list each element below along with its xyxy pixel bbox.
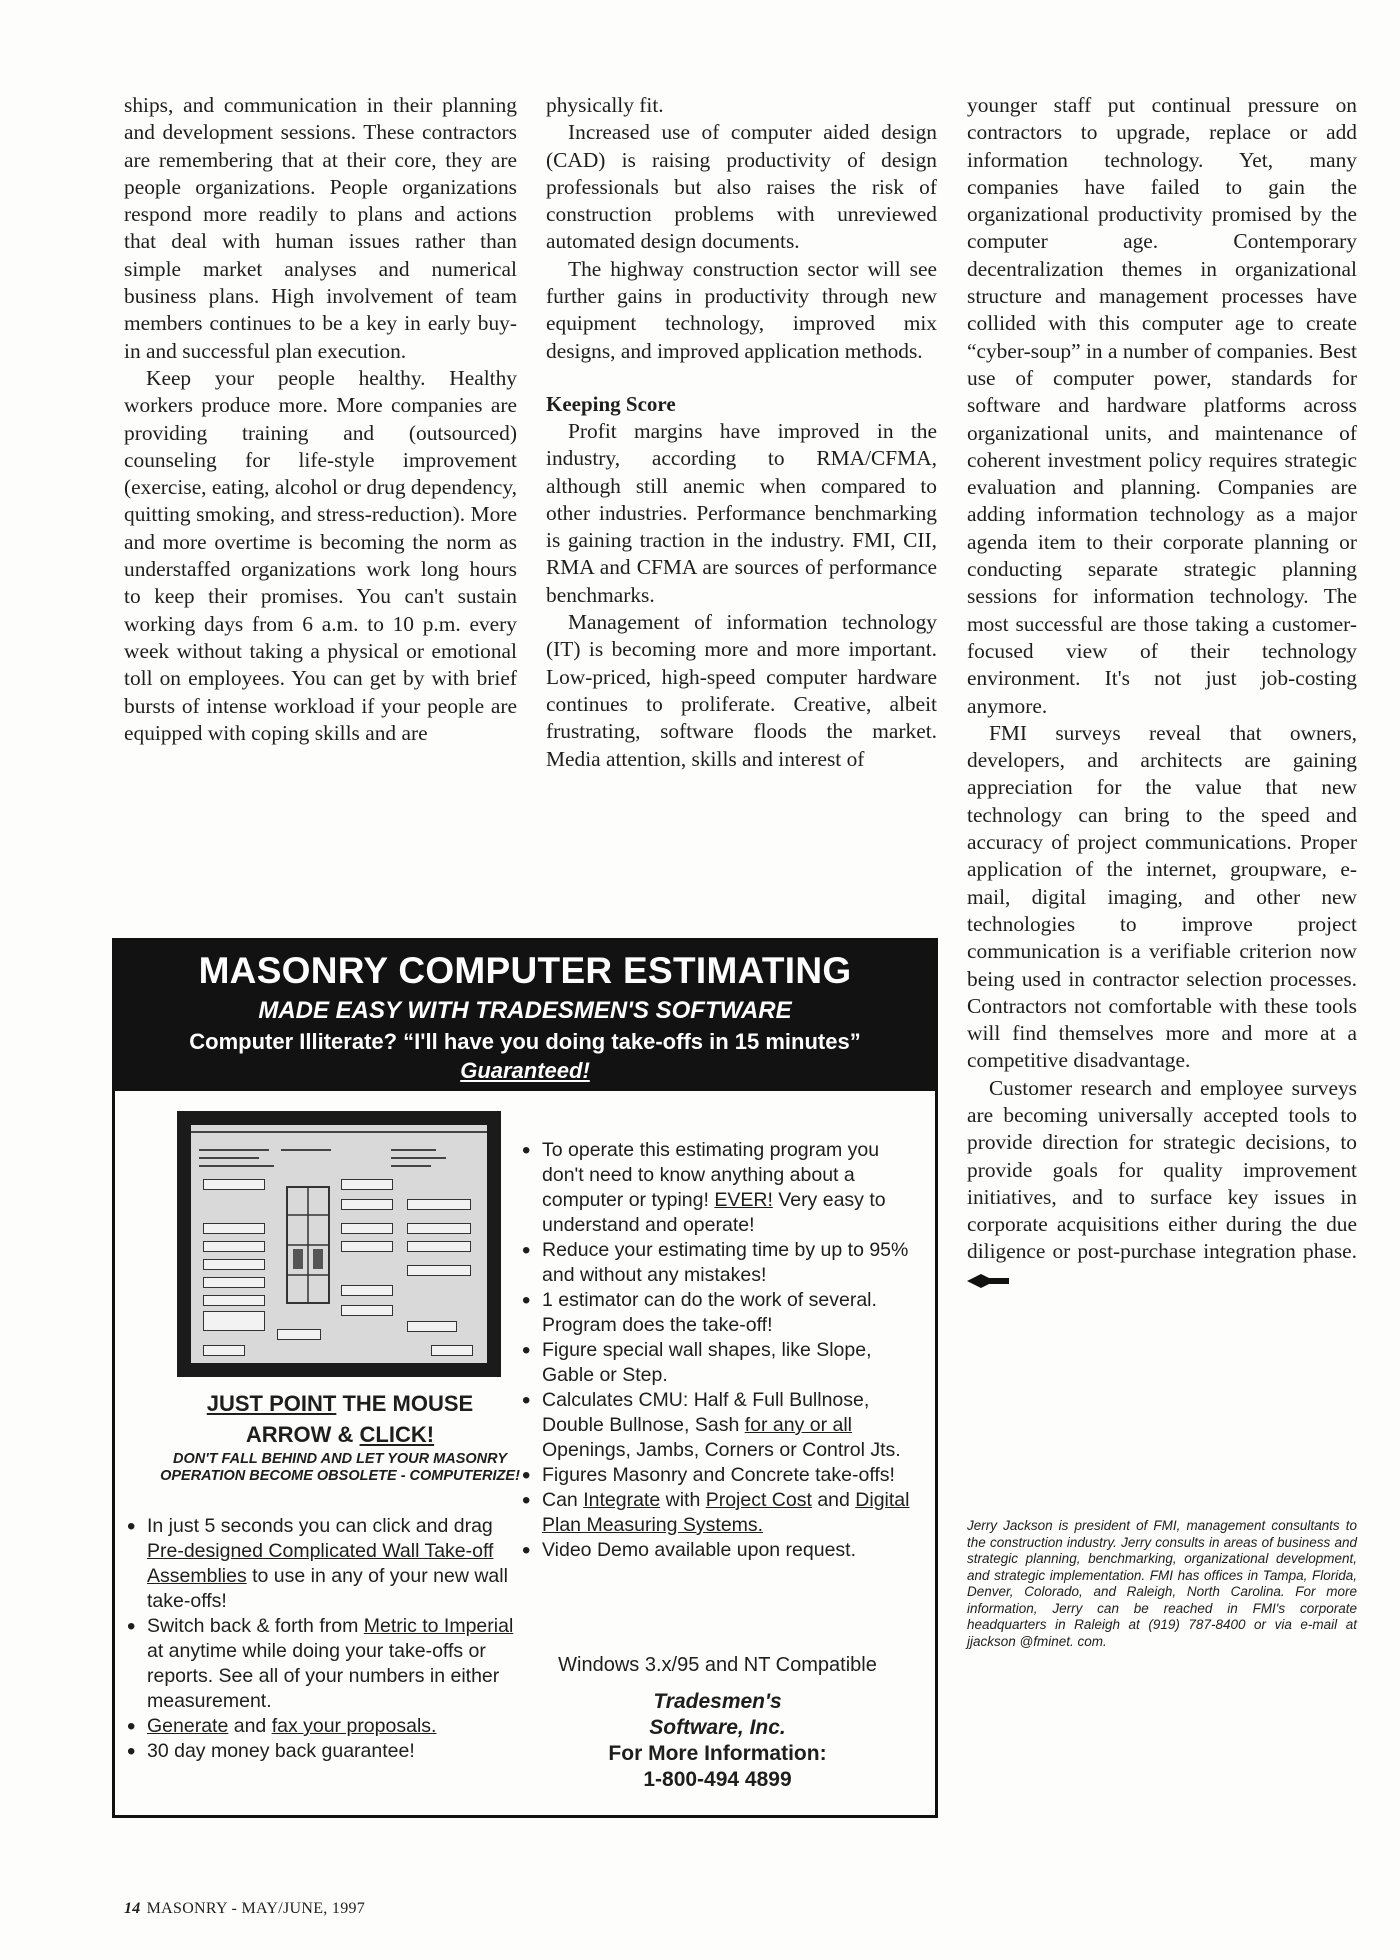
paragraph	[967, 1075, 1357, 1293]
list-item: • Video Demo available upon request.	[520, 1538, 915, 1563]
ad-feature-list-right	[520, 1138, 915, 1563]
list-item: • In just 5 seconds you can click and drag Pre-designed Complicated Wall Take-off Assemblies to use in any of your new wall take-offs!	[125, 1514, 525, 1614]
software-screenshot	[177, 1111, 501, 1377]
ad-title: MASONRY COMPUTER ESTIMATING	[198, 950, 852, 991]
paragraph: The highway construction sector will see further gains in productivity through new equipment technology, improved mix designs, and improved application methods.	[546, 256, 937, 363]
list-item: • Figure special wall shapes, like Slope, Gable or Step.	[520, 1338, 915, 1388]
list-item: • Calculates CMU: Half & Full Bullnose, Double Bullnose, Sash for any or all Openings, Jambs, Corners or Control Jts.	[520, 1388, 915, 1463]
end-mark-icon	[967, 1274, 1009, 1288]
advertisement	[112, 938, 938, 1818]
paragraph: Keep your people healthy. Healthy workers produce more. More companies are providing training and (outsourced) counseling for life-style improvement (exercise, eating, alcohol or drug dependency, quitting smoking, and stress-reduction). More and more overtime is becoming the norm as understaffed organizations work long hours to keep their promises. You can't sustain working days from 6 a.m. to 10 p.m. every week without taking a physical or emotional toll on employees. You can get by with brief bursts of intense workload if your people are equipped with coping skills and are	[124, 365, 517, 745]
compatibility-note: Windows 3.x/95 and NT Compatible	[558, 1654, 877, 1676]
wall-diagram-icon	[281, 1185, 335, 1305]
paragraph: younger staff put continual pressure on contractors to upgrade, replace or add information technology. Yet, many companies have failed to gain the organizational productivity promised by the computer age. Contemporary decentralization themes in organizational structure and management processes have collided with this computer age to create “cyber-soup” in a number of companies. Best use of computer power, standards for software and hardware platforms across organizational units, and maintenance of coherent investment policy requires strategic evaluation and planning. Companies are adding information technology as a major agenda item to their corporate planning or conducting separate strategic planning sessions for information technology. The most successful are those taking a customer-focused view of their technology environment. It's not just job-costing anymore.	[967, 93, 1357, 718]
paragraph: physically fit.	[546, 93, 664, 117]
company-name: Tradesmen's Software, Inc.	[649, 1690, 786, 1739]
phone-number: 1-800-494 4899	[643, 1768, 792, 1791]
paragraph: FMI surveys reveal that owners, developers, and architects are gaining appreciation for the value that new technology can bring to the speed and accuracy of project communications. Proper application of the internet, groupware, e-mail, digital imaging, and other new technologies to improve project communication is a verifiable criterion now being used in contractor selection processes. Contractors not comfortable with these tools will find themselves more and more at a competitive disadvantage.	[967, 720, 1357, 1073]
article-column-1	[124, 92, 517, 747]
list-item: • Generate and fax your proposals.	[125, 1714, 525, 1739]
paragraph: Management of information technology (IT) is becoming more and more important. Low-priced, high-speed computer hardware continues to proliferate. Creative, albeit frustrating, software floods the market. Media attention, skills and interest of	[546, 610, 937, 771]
list-item: • Can Integrate with Project Cost and Digital Plan Measuring Systems.	[520, 1488, 915, 1538]
article-column-2	[546, 92, 937, 773]
paragraph: Increased use of computer aided design (CAD) is raising productivity of design professionals but also raises the risk of construction problems with unreviewed automated design documents.	[546, 120, 937, 254]
paragraph-text: Customer research and employee surveys are becoming universally accepted tools to provide direction for strategic decisions, to provide goals for quality improvement initiatives, and to surface key issues in corporate acquisitions either during the due diligence or post-purchase integration phase.	[967, 1075, 1357, 1264]
list-item: • To operate this estimating program you don't need to know anything about a computer or typing! EVER! Very easy to understand and operate!	[520, 1138, 915, 1238]
page-footer	[124, 1900, 365, 1918]
list-item: • 30 day money back guarantee!	[125, 1739, 525, 1764]
list-item: • 1 estimator can do the work of several. Program does the take-off!	[520, 1288, 915, 1338]
ad-subtitle: MADE EASY WITH TRADESMEN'S SOFTWARE	[258, 997, 792, 1024]
section-heading: Keeping Score	[546, 391, 676, 416]
ad-warning: DON'T FALL BEHIND AND LET YOUR MASONRY OPERATION BECOME OBSOLETE - COMPUTERIZE!	[160, 1451, 520, 1484]
list-item: • Switch back & forth from Metric to Imperial at anytime while doing your take-offs or reports. See all of your numbers in either measurement.	[125, 1614, 525, 1714]
point-and-click-slogan: JUST POINT THE MOUSE ARROW & CLICK!	[206, 1391, 474, 1447]
list-item: • Figures Masonry and Concrete take-offs!	[520, 1463, 915, 1488]
ad-feature-list-left	[125, 1514, 525, 1764]
paragraph: ships, and communication in their planning and development sessions. These contractors are remembering that at their core, they are people organizations. People organizations respond more readily to plans and actions that deal with human issues rather than simple market analyses and numerical business plans. High involvement of team members continues to be a key in early buy-in and successful plan execution.	[124, 93, 517, 363]
contact-info: For More Information: 1-800-494 4899	[608, 1742, 827, 1791]
article-column-3	[967, 92, 1357, 1293]
list-item: • Reduce your estimating time by up to 95% and without any mistakes!	[520, 1238, 915, 1288]
ad-tagline: Computer Illiterate? “I'll have you doing take-offs in 15 minutes”	[189, 1029, 861, 1054]
ad-header	[115, 941, 935, 1091]
masthead: MASONRY - MAY/JUNE, 1997	[146, 1900, 366, 1917]
page-number: 14	[124, 1900, 141, 1917]
author-bio: Jerry Jackson is president of FMI, management consultants to the construction industry. Jerry consults in areas of business and strategic planning, benchmarking, organizational development, and strategic implementation. FMI has offices in Tampa, Florida, Denver, Colorado, and Raleigh, North Carolina. For more information, Jerry can be reached in FMI's corporate headquarters in Raleigh at (919) 787-8400 or via e-mail at jjackson @fminet. com.	[967, 1518, 1357, 1649]
paragraph: Profit margins have improved in the industry, according to RMA/CFMA, although still anemic when compared to other industries. Performance benchmarking is gaining traction in the industry. FMI, CII, RMA and CFMA are sources of performance benchmarks.	[546, 418, 937, 607]
ad-guarantee: Guaranteed!	[460, 1058, 590, 1083]
